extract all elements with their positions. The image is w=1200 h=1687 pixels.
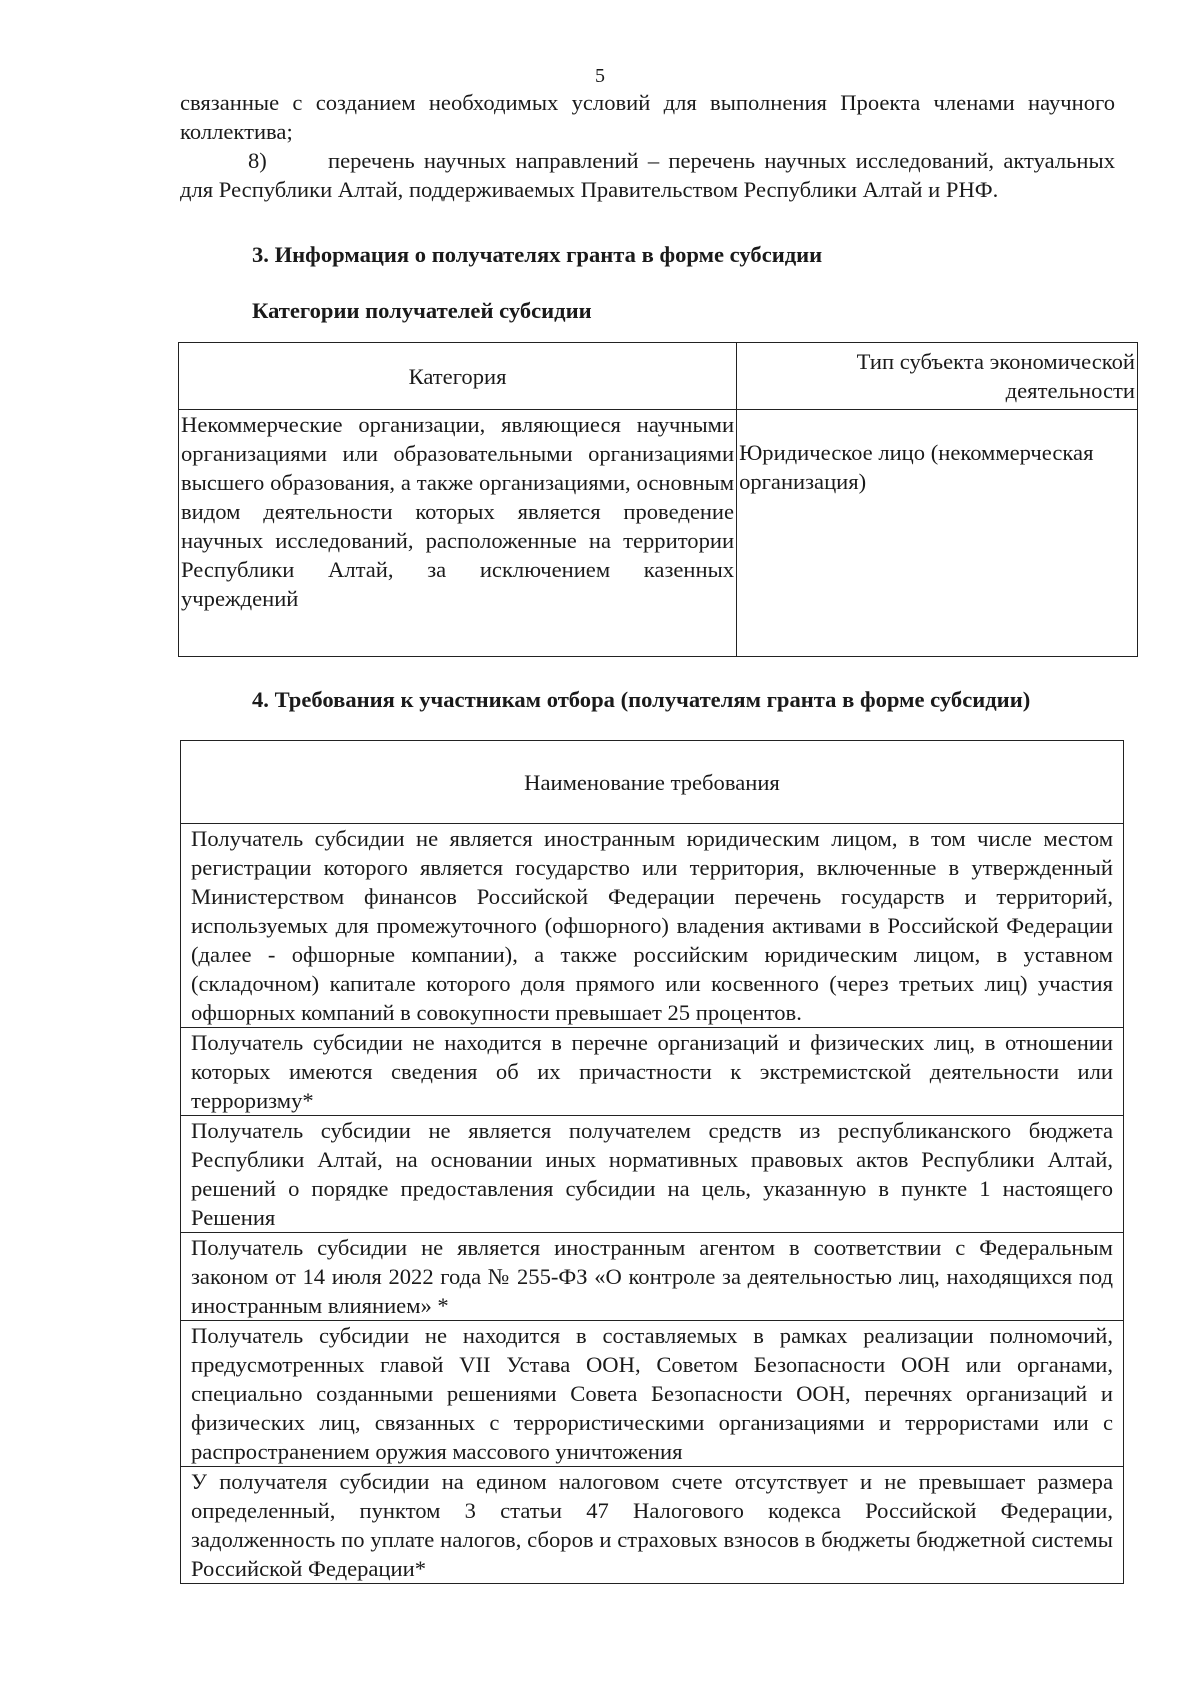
table-header-row [179,343,1138,410]
table-row [181,1321,1124,1467]
table-row [181,1116,1124,1233]
list-item-text: перечень научных направлений – перечень научных исследований, актуальных для Республики Алтай, поддерживаемых Правительством Республики Алтай и РНФ. [180,148,1115,202]
requirement-cell: Получатель субсидии не находится в перечне организаций и физических лиц, в отношении которых имеются сведения об их причастности к экстремистской деятельности или терроризму* [181,1028,1124,1116]
header-requirement-name: Наименование требования [181,741,1124,824]
requirement-cell: У получателя субсидии на едином налоговом счете отсутствует и не превышает размера определенный, пунктом 3 статьи 47 Налогового кодекса Российской Федерации, задолженность по уплате налогов, сборов и страховых взносов в бюджеты бюджетной системы Российской Федерации* [181,1467,1124,1584]
section-3-subtitle: Категории получателей субсидии [252,298,592,323]
table-row [181,1233,1124,1321]
header-category: Категория [179,343,737,410]
requirement-cell: Получатель субсидии не находится в составляемых в рамках реализации полномочий, предусмотренных главой VII Устава ООН, Советом Безопасности ООН или органами, специально созданными решениями Совета Безопасности ООН, перечнях организаций и физических лиц, связанных с террористическими организациями и террористами или с распространением оружия массового уничтожения [181,1321,1124,1467]
table-row [179,410,1138,657]
list-item-8 [180,146,1115,204]
table-row [181,1467,1124,1584]
requirement-cell: Получатель субсидии не является иностранным агентом в соответствии с Федеральным законом от 14 июля 2022 года № 255-ФЗ «О контроле за деятельностью лиц, находящихся под иностранным влиянием» * [181,1233,1124,1321]
recipient-categories-table [178,342,1138,657]
table-row [181,1028,1124,1116]
section-3-title: 3. Информация о получателях гранта в форме субсидии [252,242,823,267]
table-header-row [181,741,1124,824]
continuation-paragraph: связанные с созданием необходимых условий для выполнения Проекта членами научного коллектива; [180,90,1115,144]
cell-entity-type: Юридическое лицо (некоммерческая организация) [737,410,1138,657]
document-body [180,88,1135,1584]
section-4-title: 4. Требования к участникам отбора (получателям гранта в форме субсидии) [252,687,1031,712]
header-entity-type: Тип субъекта экономической деятельности [737,343,1138,410]
requirement-cell: Получатель субсидии не является получателем средств из республиканского бюджета Республики Алтай, на основании иных нормативных правовых актов Республики Алтай, решений о порядке предоставления субсидии на цель, указанную в пункте 1 настоящего Решения [181,1116,1124,1233]
requirements-table [180,740,1124,1584]
table-row [181,824,1124,1028]
cell-category: Некоммерческие организации, являющиеся научными организациями или образовательными организациями высшего образования, а также организациями, основным видом деятельности которых является проведение научных исследований, расположенные на территории Республики Алтай, за исключением казенных учреждений [179,410,737,657]
requirement-cell: Получатель субсидии не является иностранным юридическим лицом, в том числе местом регистрации которого является государство или территория, включенные в утвержденный Министерством финансов Российской Федерации перечень государств и территорий, используемых для промежуточного (офшорного) владения активами в Российской Федерации (далее - офшорные компании), а также российским юридическим лицом, в уставном (складочном) капитале которого доля прямого или косвенного (через третьих лиц) участия офшорных компаний в совокупности превышает 25 процентов. [181,824,1124,1028]
page-number: 5 [595,65,605,87]
list-item-number: 8) [248,148,267,173]
